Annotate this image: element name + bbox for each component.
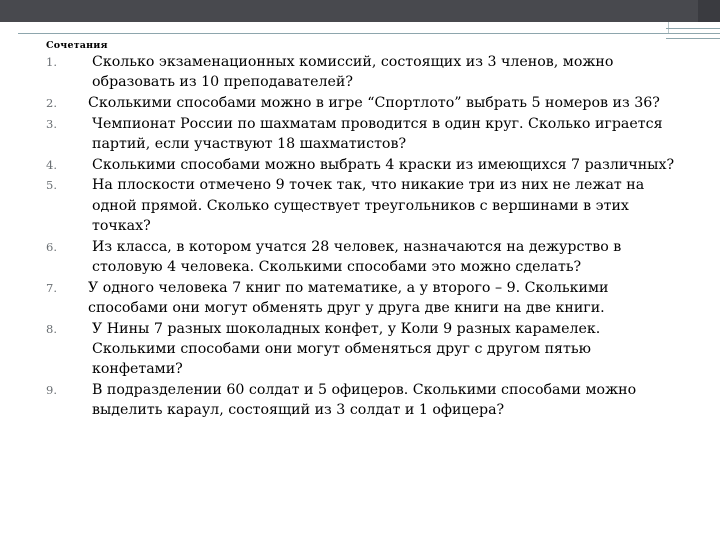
item-text: У Нины 7 разных шоколадных конфет, у Коли 9 разных карамелек. Сколькими способами они могут обменяться друг с другом пятью конфетами?: [92, 320, 601, 378]
item-text: Из класса, в котором учатся 28 человек, назначаются на дежурство в столовую 4 человека. Сколькими способами это можно сделать?: [92, 238, 622, 275]
top-bar: [0, 0, 720, 22]
item-text: У одного человека 7 книг по математике, а у второго – 9. Сколькими способами они могут обменять друг у друга две книги на две книги.: [88, 279, 609, 316]
item-text: Чемпионат России по шахматам проводится в один круг. Сколько играется партий, если участвуют 18 шахматистов?: [92, 115, 663, 152]
item-text: Сколько экзаменационных комиссий, состоящих из 3 членов, можно образовать из 10 преподавателей?: [92, 54, 614, 91]
item-number: 7.: [46, 280, 57, 295]
item-number: 9.: [46, 383, 57, 397]
item-number: 4.: [46, 157, 57, 172]
item-number: 8.: [46, 321, 57, 336]
item-text: Сколькими способами можно в игре “Спортлото” выбрать 5 номеров из 36?: [88, 95, 660, 111]
list-item: [46, 52, 676, 93]
list-item: [46, 237, 676, 278]
list-item: [46, 155, 676, 175]
task-list: [46, 52, 676, 421]
item-number: 6.: [46, 239, 57, 254]
item-text: Сколькими способами можно выбрать 4 краски из имеющихся 7 различных?: [92, 156, 675, 173]
slide-title: Сочетания: [46, 40, 108, 51]
list-item: [46, 114, 676, 155]
item-text: На плоскости отмечено 9 точек так, что никакие три из них не лежат на одной прямой. Сколько существует треугольников с вершинами в этих точках?: [92, 177, 645, 234]
corner-lines: [666, 28, 720, 42]
item-number: 3.: [46, 116, 57, 131]
list-item: [46, 278, 676, 319]
top-bar-corner: [698, 0, 720, 22]
list-item: [46, 319, 676, 380]
item-text: В подразделении 60 солдат и 5 офицеров. Сколькими способами можно выделить караул, состоящий из 3 солдат и 1 офицера?: [92, 382, 637, 419]
title-underline: [18, 33, 666, 34]
item-number: 1.: [46, 55, 57, 69]
list-item: [46, 380, 676, 421]
list-item: [46, 175, 676, 236]
item-number: 2.: [46, 96, 57, 110]
item-number: 5.: [46, 178, 57, 193]
list-item: [46, 93, 676, 113]
